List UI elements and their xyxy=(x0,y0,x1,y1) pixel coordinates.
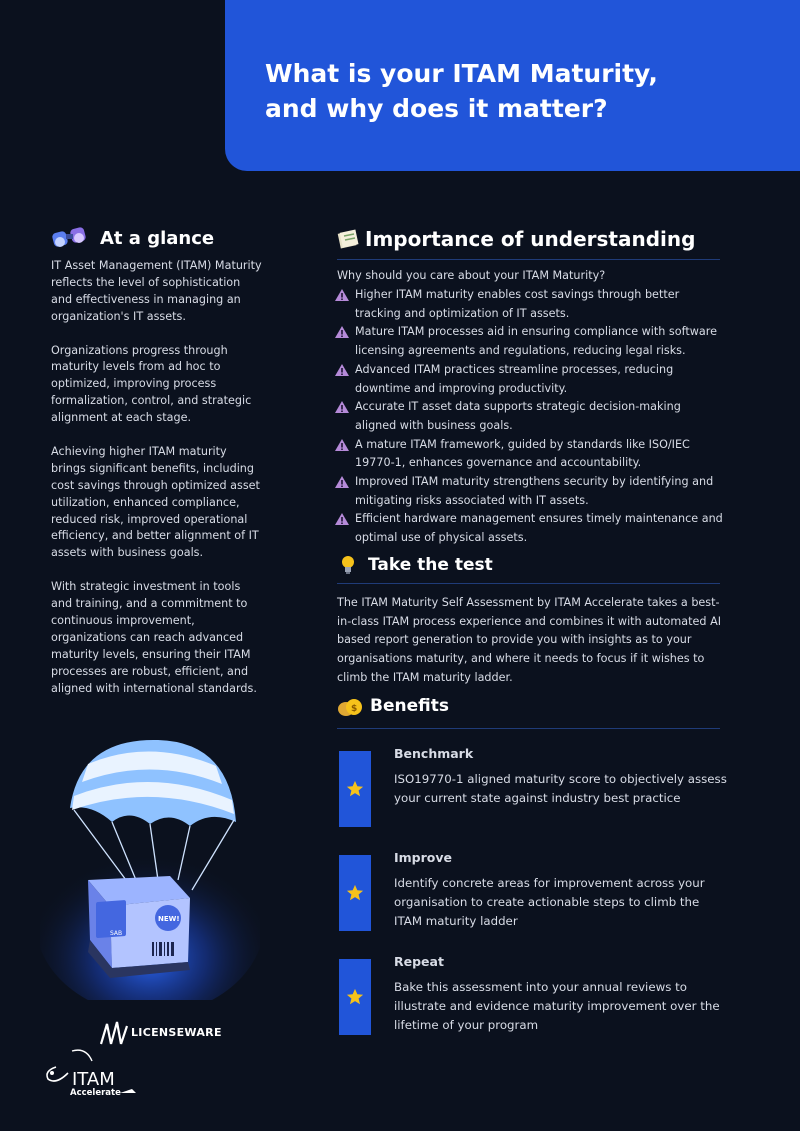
importance-heading xyxy=(337,227,695,251)
glance-paragraph-3: Achieving higher ITAM maturity brings significant benefits, including cost savings through optimized asset utilization, enhanced compliance, reduced risk, improved operational efficiency, and better alignment of IT assets with business goals. xyxy=(51,444,260,560)
page-title-line-1: What is your ITAM Maturity, xyxy=(265,59,658,88)
benefit-name: Improve xyxy=(394,850,453,865)
importance-item-text: Accurate IT asset data supports strategic decision-making aligned with business goals. xyxy=(355,400,681,432)
benefit-card-benchmark xyxy=(339,746,729,831)
glance-body xyxy=(51,258,263,714)
list-item xyxy=(333,398,725,435)
warning-icon xyxy=(333,438,351,452)
glance-title: At a glance xyxy=(100,227,215,249)
benefit-description: Bake this assessment into your annual reviews to illustrate and evidence maturity improvement over the lifetime of your program xyxy=(394,980,720,1032)
test-title: Take the test xyxy=(368,555,493,575)
list-item xyxy=(333,361,725,398)
benefit-card-improve xyxy=(339,850,729,935)
page-title xyxy=(265,56,765,126)
warning-icon xyxy=(333,475,351,489)
benefit-accent-bar xyxy=(339,855,371,931)
importance-divider xyxy=(337,259,720,260)
licenseware-logo-text: LICENSEWARE xyxy=(131,1026,222,1039)
lightbulb-icon xyxy=(337,554,359,576)
itam-logo-text: ITAM xyxy=(72,1069,115,1090)
list-item xyxy=(333,510,725,547)
warning-icon xyxy=(333,288,351,302)
benefit-name: Repeat xyxy=(394,954,444,969)
importance-intro: Why should you care about your ITAM Maturity? xyxy=(337,269,606,282)
header-banner xyxy=(225,0,800,171)
benefit-accent-bar xyxy=(339,751,371,827)
page-title-line-2: and why does it matter? xyxy=(265,94,608,123)
importance-item-text: A mature ITAM framework, guided by standards like ISO/IEC 19770-1, enhances governance and accountability. xyxy=(355,437,690,470)
warning-icon xyxy=(333,363,351,377)
money-bag-icon xyxy=(337,695,363,717)
benefit-accent-bar xyxy=(339,959,371,1035)
list-item xyxy=(333,323,725,360)
glance-paragraph-4: With strategic investment in tools and training, and a commitment to continuous improvement, organizations can reach advanced maturity levels, ensuring their ITAM processes are robust, efficient, and aligned with international standards. xyxy=(51,580,257,695)
importance-item-text: Higher ITAM maturity enables cost savings through better tracking and optimization of IT assets. xyxy=(355,288,680,320)
list-item xyxy=(333,473,725,510)
svg-text:$: $ xyxy=(351,704,358,714)
binoculars-icon xyxy=(51,226,91,250)
benefit-card-repeat xyxy=(339,954,729,1039)
importance-item-text: Advanced ITAM practices streamline processes, reducing downtime and improving productivity. xyxy=(355,362,674,395)
benefit-name: Benchmark xyxy=(394,746,474,761)
accelerate-logo-text: Accelerate xyxy=(70,1088,121,1098)
list-item xyxy=(333,286,725,323)
parachute-box-illustration xyxy=(40,730,260,1000)
box-label-sab: SAB xyxy=(110,930,123,937)
glance-paragraph-2: Organizations progress through maturity levels from ad hoc to optimized, improving process formalization, control, and strategic alignment at each stage. xyxy=(51,343,252,425)
test-divider xyxy=(337,583,720,584)
benefits-divider xyxy=(337,728,720,729)
benefits-title: Benefits xyxy=(370,696,449,716)
itam-accelerate-logo xyxy=(42,1045,162,1101)
box-label-new: NEW! xyxy=(158,915,180,923)
glance-heading xyxy=(51,226,214,250)
list-item xyxy=(333,436,725,473)
star-icon xyxy=(346,884,364,902)
importance-list xyxy=(333,286,725,548)
warning-icon xyxy=(333,325,351,339)
warning-icon xyxy=(333,400,351,414)
importance-title: Importance of understanding xyxy=(365,227,696,251)
bookmark-tabs-icon xyxy=(337,228,359,250)
warning-icon xyxy=(333,512,351,526)
benefit-description: ISO19770-1 aligned maturity score to objectively assess your current state against industry best practice xyxy=(394,772,727,805)
test-body: The ITAM Maturity Self Assessment by ITAM Accelerate takes a best-in-class ITAM process experience and combines it with automated AI based report generation to provide you with insights as to your organisations maturity, and where it needs to focus if it wishes to climb the ITAM maturity ladder. xyxy=(337,596,722,684)
benefit-description: Identify concrete areas for improvement across your organisation to create actionable steps to climb the ITAM maturity ladder xyxy=(394,876,705,928)
importance-item-text: Improved ITAM maturity strengthens security by identifying and mitigating risks associated with IT assets. xyxy=(355,475,714,507)
star-icon xyxy=(346,988,364,1006)
benefits-heading xyxy=(337,695,449,717)
test-heading xyxy=(337,554,493,576)
star-icon xyxy=(346,780,364,798)
importance-item-text: Mature ITAM processes aid in ensuring compliance with software licensing agreements and regulations, reducing legal risks. xyxy=(355,325,717,358)
importance-item-text: Efficient hardware management ensures timely maintenance and optimal use of physical assets. xyxy=(355,512,723,545)
glance-paragraph-1: IT Asset Management (ITAM) Maturity reflects the level of sophistication and effectiveness in managing an organization's IT assets. xyxy=(51,259,262,323)
